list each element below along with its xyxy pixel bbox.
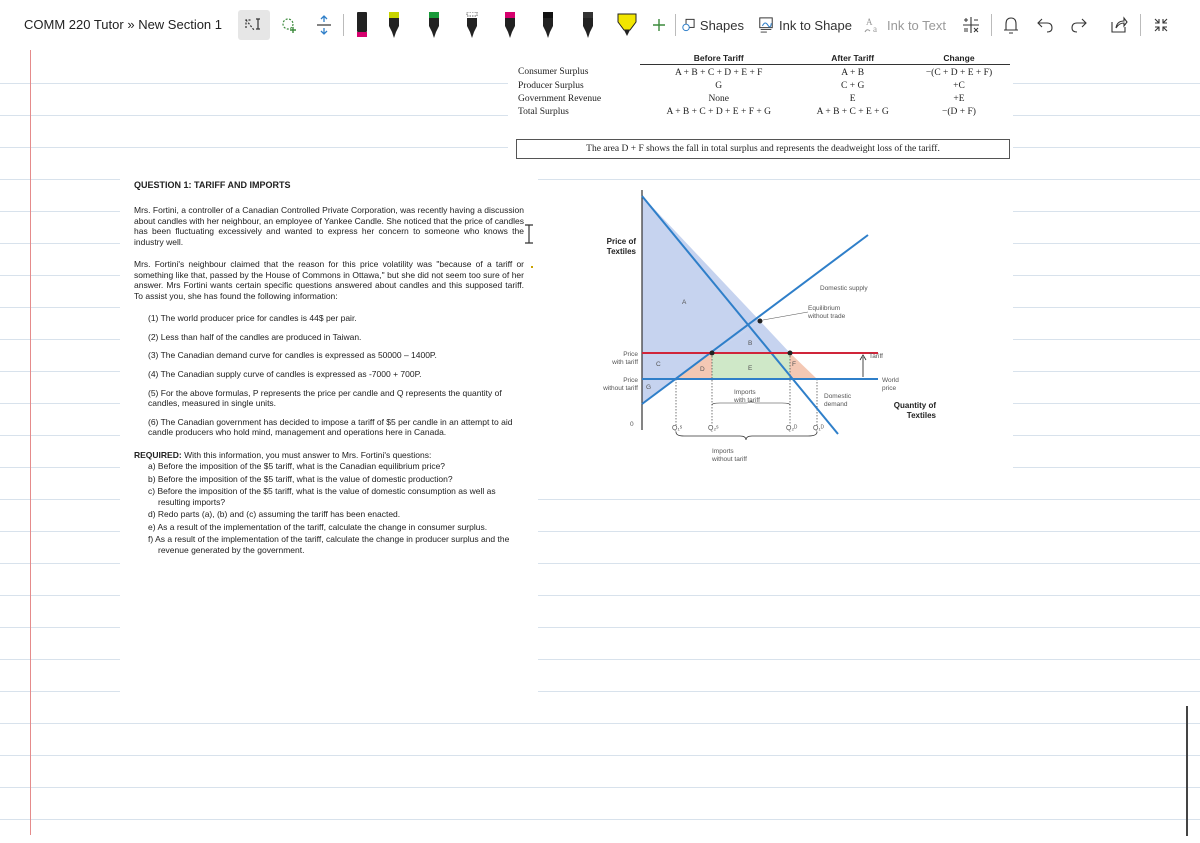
list-item: (2) Less than half of the candles are produced in Taiwan.: [148, 331, 362, 342]
ink-to-shape-button[interactable]: [758, 10, 852, 40]
price-with-tariff-label-line: with tariff: [612, 359, 638, 366]
domestic-supply-label-line: Domestic supply: [820, 285, 868, 292]
table-cell: C + G: [841, 80, 865, 91]
table-cell: Consumer Surplus: [518, 67, 589, 78]
breadcrumb[interactable]: [24, 17, 222, 32]
price-with-tariff-label: [611, 351, 638, 366]
area-c-label: C: [656, 361, 661, 368]
ink-dot: [531, 266, 533, 268]
list-item: d) Redo parts (a), (b) and (c) assuming the tariff has been enacted.: [148, 509, 401, 520]
table-cell: Producer Surplus: [518, 80, 584, 91]
equilibrium-label: [807, 305, 846, 320]
info-list: [134, 313, 524, 437]
ink-replay-button[interactable]: [998, 10, 1024, 40]
imports-without-tariff-label-line: Imports: [712, 448, 734, 455]
math-button[interactable]: [958, 10, 984, 40]
table-cell: A + B + C + E + G: [816, 106, 889, 117]
pen-dark-button[interactable]: [578, 10, 598, 40]
required-intro: With this information, you must answer to Mrs. Fortini's questions:: [184, 449, 432, 460]
table-cell: +E: [953, 93, 965, 104]
table-cell: E: [849, 93, 856, 104]
list-item: b) Before the imposition of the $5 tariff, what is the value of domestic production?: [148, 473, 453, 484]
x-axis-label-line: Quantity of: [893, 401, 936, 410]
add-space-button[interactable]: [310, 10, 338, 40]
shapes-label: Shapes: [699, 17, 744, 33]
q1s-label: Q₁ˢ: [672, 425, 683, 432]
area-d-label: D: [700, 366, 705, 373]
world-price-label: [882, 377, 899, 392]
equilibrium-leader: [763, 312, 808, 320]
add-pen-button[interactable]: [648, 10, 670, 40]
breadcrumb-separator: »: [127, 17, 135, 32]
note-page-canvas[interactable]: [0, 50, 1200, 843]
table-row: [516, 105, 1010, 118]
pen-icon: [428, 12, 440, 38]
vertical-scrollbar[interactable]: [1186, 706, 1188, 836]
equilibrium-label-line: without trade: [808, 313, 846, 320]
toolbar-separator: [675, 14, 676, 36]
pen-icon: [504, 12, 516, 38]
surplus-table-image[interactable]: [508, 50, 1013, 168]
tariff-supply-point: [710, 351, 715, 356]
ink-to-text-button[interactable]: [862, 10, 948, 40]
y-axis-label-line2: Textiles: [606, 247, 636, 256]
tariff-arrow: [860, 355, 866, 377]
table-row: [516, 92, 1010, 105]
table-cell: −(C + D + E + F): [925, 67, 993, 78]
toolbar-separator: [343, 14, 344, 36]
list-item: (4) The Canadian supply curve of candles is expressed as -7000 + 700P.: [148, 369, 422, 379]
price-without-tariff-label: [602, 377, 638, 392]
question-paragraph-2: Mrs. Fortini's neighbour claimed that the reason for this price volatility was "because of a tariff or something like that, passed by the House of Commons in Ottawa," but she did not seem too sure of her answer. Mrs Fortini wants certain specific questions answered about candles and this supposed tariff. To assist you, she has found the following information:: [134, 259, 524, 301]
equilibrium-label-line: Equilibrium: [808, 305, 841, 312]
area-a-label: A: [682, 299, 687, 306]
table-cell: Government Revenue: [518, 93, 602, 104]
list-item: c) Before the imposition of the $5 tariff, what is the value of domestic consumption as well as resulting imports?: [148, 486, 496, 507]
ink-to-shape-icon: [758, 16, 774, 34]
highlighter-yellow-button[interactable]: [614, 10, 640, 40]
required-heading: [134, 450, 524, 461]
question-paragraph-1: Mrs. Fortini, a controller of a Canadian Controlled Private Corporation, was recently having a discussion about candles with her neighbour, an employee of Yankee Candle. She noticed that the price of candles has been fluctuating excessively and wanted to express her concern to someone who knows the industry well.: [134, 205, 524, 247]
share-button[interactable]: [1106, 10, 1132, 40]
area-e-label: E: [748, 365, 753, 372]
ink-to-text-label: Ink to Text: [886, 17, 946, 33]
insert-space-icon: [315, 15, 333, 35]
lasso-add-icon: [280, 16, 300, 34]
origin-label: 0: [630, 421, 634, 428]
area-b-label: B: [748, 340, 753, 347]
shapes-button[interactable]: [682, 10, 744, 40]
table-header-cell: Change: [908, 52, 1010, 65]
replay-icon: [1002, 16, 1020, 34]
domestic-demand-label-line: Domestic: [824, 393, 852, 400]
redo-button[interactable]: [1066, 10, 1092, 40]
domestic-demand-label-line: demand: [824, 401, 848, 408]
ink-to-shape-label: Ink to Shape: [779, 17, 852, 33]
eraser-pen-icon: [356, 12, 368, 38]
table-cell: A + B + C + D + E + F: [674, 67, 763, 78]
lasso-select-icon: [244, 16, 264, 34]
list-item: (1) The world producer price for candles is 44$ per pair.: [148, 313, 357, 324]
table-cell: −(D + F): [942, 106, 976, 117]
table-header-cell: Before Tariff: [640, 52, 797, 65]
pen-gray-button[interactable]: [462, 10, 482, 40]
tariff-demand-point: [788, 351, 793, 356]
list-item: (3) The Canadian demand curve for candles is expressed as 50000 – 1400P.: [148, 350, 437, 361]
x-axis-label: [894, 401, 937, 420]
domestic-supply-label: [820, 285, 868, 292]
highlighter-icon: [616, 12, 638, 38]
table-cell: None: [708, 93, 730, 104]
pen-yellow-green-button[interactable]: [384, 10, 404, 40]
math-icon: [961, 16, 981, 34]
table-row: [516, 79, 1010, 92]
pen-icon: [582, 12, 594, 38]
question-document[interactable]: [120, 172, 538, 692]
table-row: [516, 65, 1010, 80]
table-cell: +C: [953, 80, 965, 91]
pencil-icon: [466, 12, 478, 38]
collapse-icon: [1153, 17, 1169, 33]
list-item: (6) The Canadian government has decided to impose a tariff of $5 per candle in an attempt to aid candle producers who hold mind, management and operations here in Canada.: [148, 416, 513, 438]
page-margin-line: [30, 50, 31, 835]
list-item: e) As a result of the implementation of the tariff, calculate the change in consumer surplus.: [148, 521, 488, 532]
y-axis-label-line1: Price of: [606, 237, 636, 246]
pen-black-button[interactable]: [352, 10, 372, 40]
pen-green-button[interactable]: [424, 10, 444, 40]
table-header-row: [516, 52, 1010, 65]
imports-with-tariff-label: [733, 389, 760, 404]
price-without-tariff-label-line: Price: [623, 377, 638, 384]
add-space-lasso-button[interactable]: [276, 10, 304, 40]
shapes-icon: [682, 17, 695, 33]
table-cell: A + B: [841, 67, 865, 78]
list-item: a) Before the imposition of the $5 tariff, what is the Canadian equilibrium price?: [148, 461, 446, 472]
q1d-label: Q₁ᴰ: [813, 425, 824, 432]
domestic-demand-label: [824, 393, 852, 408]
ink-to-text-icon: [864, 16, 882, 34]
breadcrumb-section[interactable]: New Section 1: [138, 17, 223, 32]
tariff-diagram: [508, 180, 1013, 470]
tariff-diagram-image[interactable]: [508, 180, 1013, 470]
pen-icon: [388, 12, 400, 38]
redo-icon: [1070, 16, 1088, 34]
list-item: (5) For the above formulas, P represents the price per candle and Q represents the quantity of candles, measured in single units.: [148, 387, 502, 409]
q2d-label: Q₂ᴰ: [786, 425, 798, 432]
imports-without-tariff-label-line: without tariff: [712, 456, 747, 463]
deadweight-loss-note: The area D + F shows the fall in total surplus and represents the deadweight loss of the tariff.: [516, 139, 1010, 159]
imports-with-tariff-label-line: with tariff: [734, 397, 760, 404]
undo-icon: [1036, 16, 1054, 34]
required-list: [134, 461, 524, 555]
table-cell: Total Surplus: [518, 106, 569, 117]
world-price-label-line: World: [882, 377, 899, 384]
undo-button[interactable]: [1032, 10, 1058, 40]
ink-toolbar: [0, 0, 1200, 50]
plus-icon: [652, 18, 666, 32]
table-header-cell: After Tariff: [797, 52, 907, 65]
full-page-view-button[interactable]: [1148, 10, 1174, 40]
lasso-select-button[interactable]: [238, 10, 270, 40]
q2s-label: Q₂ˢ: [708, 425, 719, 432]
table-cell: A + B + C + D + E + F + G: [666, 106, 771, 117]
table-header-cell: [516, 52, 640, 65]
required-title: REQUIRED:: [134, 449, 182, 460]
imports-with-tariff-label-line: Imports: [734, 389, 756, 396]
question-title: QUESTION 1: TARIFF AND IMPORTS: [134, 180, 291, 190]
breadcrumb-notebook[interactable]: COMM 220 Tutor: [24, 17, 124, 32]
surplus-table: [516, 52, 1010, 118]
area-f-label: F: [792, 361, 796, 368]
text-cursor-icon: [522, 224, 536, 244]
pen-black-2-button[interactable]: [538, 10, 558, 40]
world-price-label-line: price: [882, 385, 897, 392]
pen-icon: [542, 12, 554, 38]
y-axis-label: [607, 237, 637, 256]
x-axis-label-line: Textiles: [906, 411, 936, 420]
price-without-tariff-label-line: without tariff: [603, 385, 638, 392]
price-with-tariff-label-line: Price: [623, 351, 638, 358]
imports-without-tariff-label: [711, 448, 747, 463]
tariff-label: Tariff: [869, 353, 883, 360]
svg-text:A: A: [865, 17, 873, 27]
equilibrium-point: [758, 319, 763, 324]
share-icon: [1110, 16, 1128, 34]
area-g-label: G: [646, 384, 652, 391]
table-cell: G: [715, 80, 723, 91]
svg-text:a: a: [872, 24, 877, 34]
imports-without-tariff-brace: [676, 432, 817, 440]
pen-magenta-button[interactable]: [500, 10, 520, 40]
toolbar-separator: [991, 14, 992, 36]
toolbar-separator: [1140, 14, 1141, 36]
list-item: f) As a result of the implementation of the tariff, calculate the change in producer surplus and the revenue generated by the government.: [148, 534, 510, 555]
